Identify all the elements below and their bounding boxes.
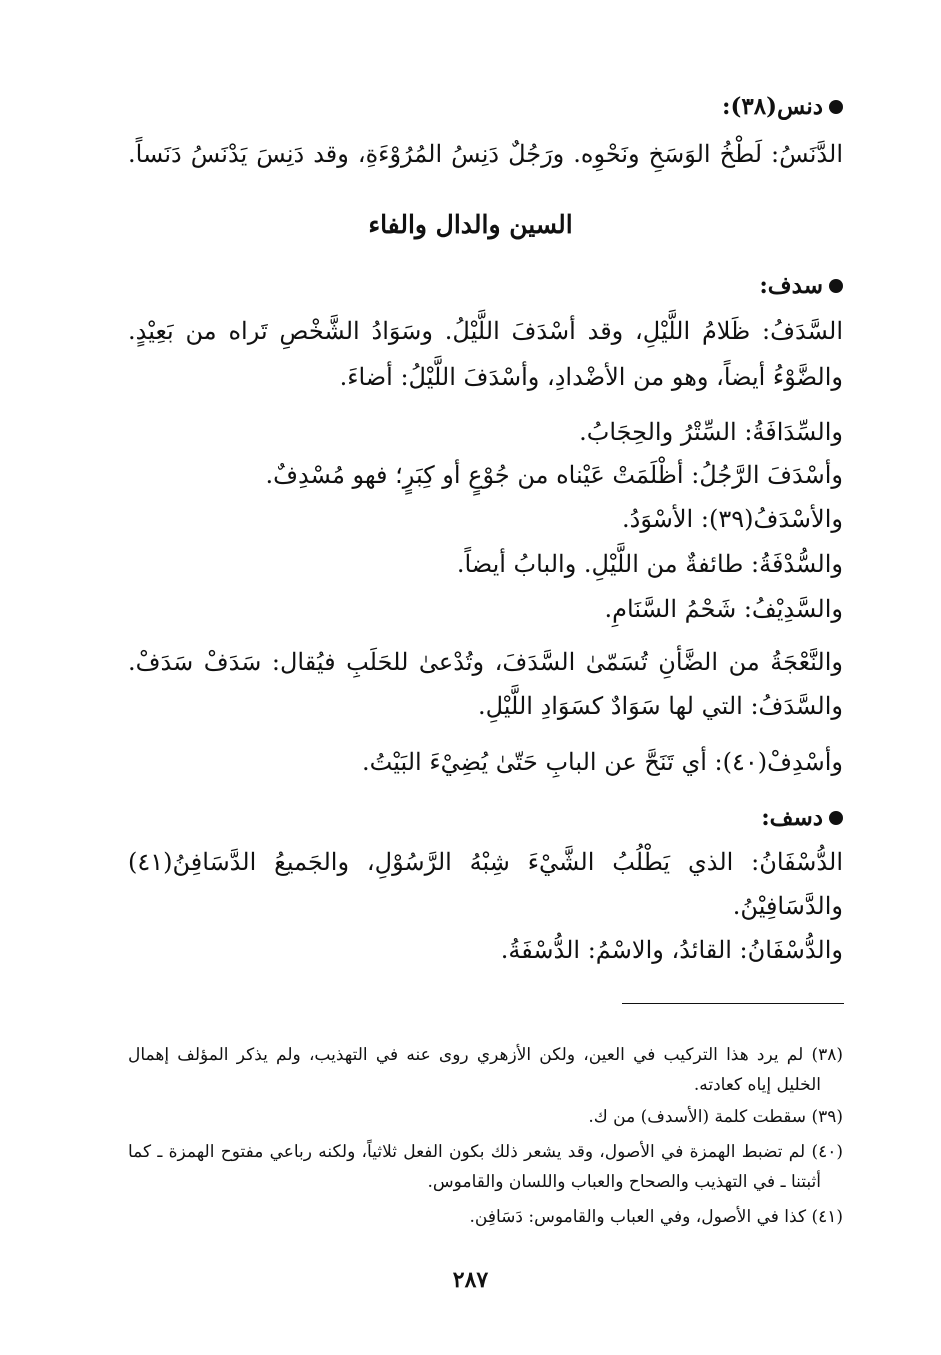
footnote-41: (٤١) كذا في الأصول، وفي العباب والقاموس: دَسَافِن. — [469, 1207, 843, 1227]
entry-line: والسَّدِيْفُ: شَحْمُ السَّنَامِ. — [604, 595, 843, 623]
entry-heading-sdf — [759, 271, 843, 301]
footnote-39: (٣٩) سقطت كلمة (الأسدف) من ك. — [588, 1107, 843, 1127]
bullet-icon — [829, 279, 843, 293]
entry-heading-dns — [722, 92, 843, 122]
footnote-separator — [622, 1003, 844, 1004]
footnote-38: (٣٨) لم يرد هذا التركيب في العين، ولكن الأزهري روى عنه في التهذيب، ولم يذكر المؤلف إهمال — [128, 1045, 843, 1065]
entry-line: الدَّنَسُ: لَطْخُ الوَسَخِ ونَحْوِه. ورَجُلٌ دَنِسُ المُرُوْءَةِ، وقد دَنِسَ يَدْنَسُ دَنَساً. — [128, 140, 843, 168]
bullet-icon — [829, 811, 843, 825]
entry-line: والسُّدْفَةُ: طائفةٌ من اللَّيْلِ. والبابُ أيضاً. — [456, 550, 843, 578]
entry-line: وأسْدَفَ الرَّجُلُ: أظْلَمَتْ عَيْناه من جُوْعٍ أو كِبَرٍ؛ فهو مُسْدِفٌ. — [265, 461, 843, 489]
entry-line: والدُّسْفَانُ: القائدُ، والاسْمُ: الدُّسْفَةُ. — [500, 936, 843, 964]
entry-line: والضَّوْءُ أيضاً، وهو من الأضْدادِ، وأسْدَفَ اللَّيْلُ: أضاءَ. — [339, 363, 843, 391]
entry-line: وأسْدِفْ(٤٠): أي تَنَحَّ عن البابِ حَتّىٰ يُضِيْءَ البَيْتُ. — [362, 748, 843, 776]
entry-line: السَّدَفُ: ظَلامُ اللَّيْلِ، وقد أسْدَفَ اللَّيْلُ. وسَوَادُ الشَّخْصِ تَراه من بَعِيْدٍ. — [128, 317, 843, 345]
entry-heading-dsf — [761, 803, 843, 833]
entry-line: والأسْدَفُ(٣٩): الأسْوَدُ. — [622, 505, 843, 533]
footnote-40-continued: أثبتنا ـ في التهذيب والصحاح والعباب واللسان والقاموس. — [427, 1172, 821, 1192]
entry-heading-text: دنس(٣٨): — [722, 93, 823, 120]
footnote-38-continued: الخليل إياه كعادته. — [693, 1075, 821, 1095]
entry-heading-text: دسف: — [761, 804, 823, 831]
page-number: ٢٨٧ — [452, 1267, 489, 1293]
entry-line: والنَّعْجَةُ من الضَّأنِ تُسَمّىٰ السَّدَفَ، وتُدْعىٰ للحَلَبِ فيُقال: سَدَفْ سَدَفْ. — [128, 648, 843, 676]
entry-line: والسَّدَفُ: التي لها سَوَادٌ كسَوَادِ اللَّيْلِ. — [477, 692, 843, 720]
bullet-icon — [829, 100, 843, 114]
section-title: السين والدال والفاء — [368, 210, 573, 239]
entry-line: والسِّدَافَةُ: السِّتْرُ والحِجَابُ. — [579, 418, 843, 446]
footnote-40: (٤٠) لم تضبط الهمزة في الأصول، وقد يشعر ذلك بكون الفعل ثلاثياً، ولكنه رباعي مفتوح الهمزة ـ كما — [128, 1142, 843, 1162]
entry-heading-text: سدف: — [759, 272, 823, 299]
entry-line: والدَّسَافِيْنُ. — [732, 892, 843, 920]
entry-line: الدُّسْفَانُ: الذي يَطْلُبُ الشَّيْءَ شِبْهُ الرَّسُوْلِ، والجَميعُ الدَّسَافِنُ(٤١) — [128, 848, 843, 876]
